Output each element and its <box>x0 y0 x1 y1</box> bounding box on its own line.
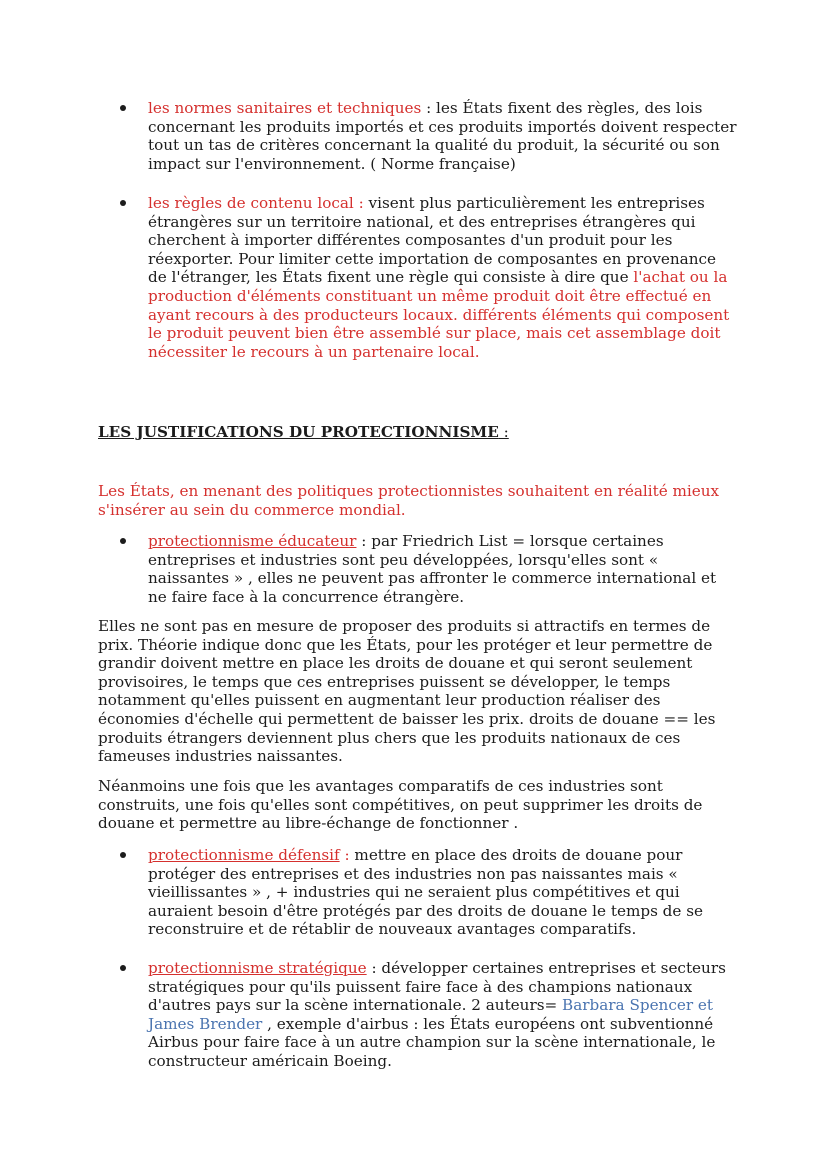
bullet-icon <box>120 200 126 206</box>
paragraph-2: Néanmoins une fois que les avantages comparatifs de ces industries sont construits, une fois qu'elles sont compétitives, on peut supprimer les droits de douane et permettre au libre-échange de fonctionner . <box>98 777 703 833</box>
list-item-contenu-local <box>148 194 738 361</box>
separator: : <box>339 846 355 864</box>
text-normes: les États fixent des règles, des lois concernant les produits importés et ces produits importés doivent respecter tout un tas de critères concernant la qualité du produit, la sécurité ou son impact sur l'environnement. ( Norme française) <box>148 99 737 173</box>
term-defensif: protectionnisme défensif <box>148 846 340 864</box>
bullet-icon <box>120 105 126 111</box>
text-strategique-end: , exemple d'airbus : les États européens ont subventionné Airbus pour faire face à un autre champion sur la scène internationale, le constructeur américain Boeing. <box>148 1014 716 1070</box>
bullet-icon <box>120 852 126 858</box>
text-defensif: mettre en place des droits de douane pour protéger des entreprises et des industries non pas naissantes mais « vieillissantes » , + industries qui ne seraient plus compétitives et qui auraient besoin d'être protégés par des droits de douane le temps de se reconstruire et de rétablir de nouveaux avantages comparatifs. <box>148 846 704 939</box>
section-heading <box>98 423 738 442</box>
term-contenu-local: les règles de contenu local : <box>148 194 364 212</box>
term-normes: les normes sanitaires et techniques <box>148 99 422 117</box>
term-educateur: protectionnisme éducateur <box>148 532 357 550</box>
text-contenu-local: visent plus particulièrement les entreprises étrangères sur un territoire national, et des entreprises étrangères qui cherchent à importer différentes composantes d'un produit pour les réexporter. Pour limiter cette importation de composantes en provenance de l'étranger, les États fixent une règle qui consiste à dire que <box>148 194 717 287</box>
authors: Barbara Spencer et James Brender <box>148 996 714 1033</box>
bullet-icon <box>120 538 126 544</box>
heading-text: LES JUSTIFICATIONS DU PROTECTIONNISME <box>98 423 499 441</box>
text-strategique: : développer certaines entreprises et secteurs stratégiques pour qu'ils puissent faire face à des champions nationaux d'autres pays sur la scène internationale. 2 auteurs= <box>148 959 726 1015</box>
list-item-strategique <box>148 959 738 1071</box>
text-educateur: : par Friedrich List = lorsque certaines entreprises et industries sont peu développées, lorsqu'elles sont « naissantes » , elles ne peuvent pas affronter le commerce international et ne faire face à la concurrence étrangère. <box>148 532 717 606</box>
heading-suffix: : <box>498 423 509 441</box>
list-item-normes <box>148 99 738 173</box>
bullet-icon <box>120 965 126 971</box>
separator: : <box>421 99 437 117</box>
list-item-defensif <box>148 846 738 939</box>
term-strategique: protectionnisme stratégique <box>148 959 367 977</box>
intro-paragraph: Les États, en menant des politiques protectionnistes souhaitent en réalité mieux s'insérer au sein du commerce mondial. <box>98 482 720 519</box>
text-contenu-local-red: l'achat ou la production d'éléments constituant un même produit doit être effectué en ayant recours à des producteurs locaux. différents éléments qui composent le produit peuvent bien être assemblé sur place, mais cet assemblage doit nécessiter le recours à un partenaire local. <box>148 268 730 361</box>
paragraph-1: Elles ne sont pas en mesure de proposer des produits si attractifs en termes de prix. Théorie indique donc que les États, pour les protéger et leur permettre de grandir doivent mettre en place les droits de douane et qui seront seulement provisoires, le temps que ces entreprises puissent se développer, le temps notamment qu'elles puissent en augmentant leur production réaliser des économies d'échelle qui permettent de baisser les prix. droits de douane == les produits étrangers deviennent plus chers que les produits nationaux de ces fameuses industries naissantes. <box>98 617 716 766</box>
list-item-educateur <box>148 532 738 606</box>
